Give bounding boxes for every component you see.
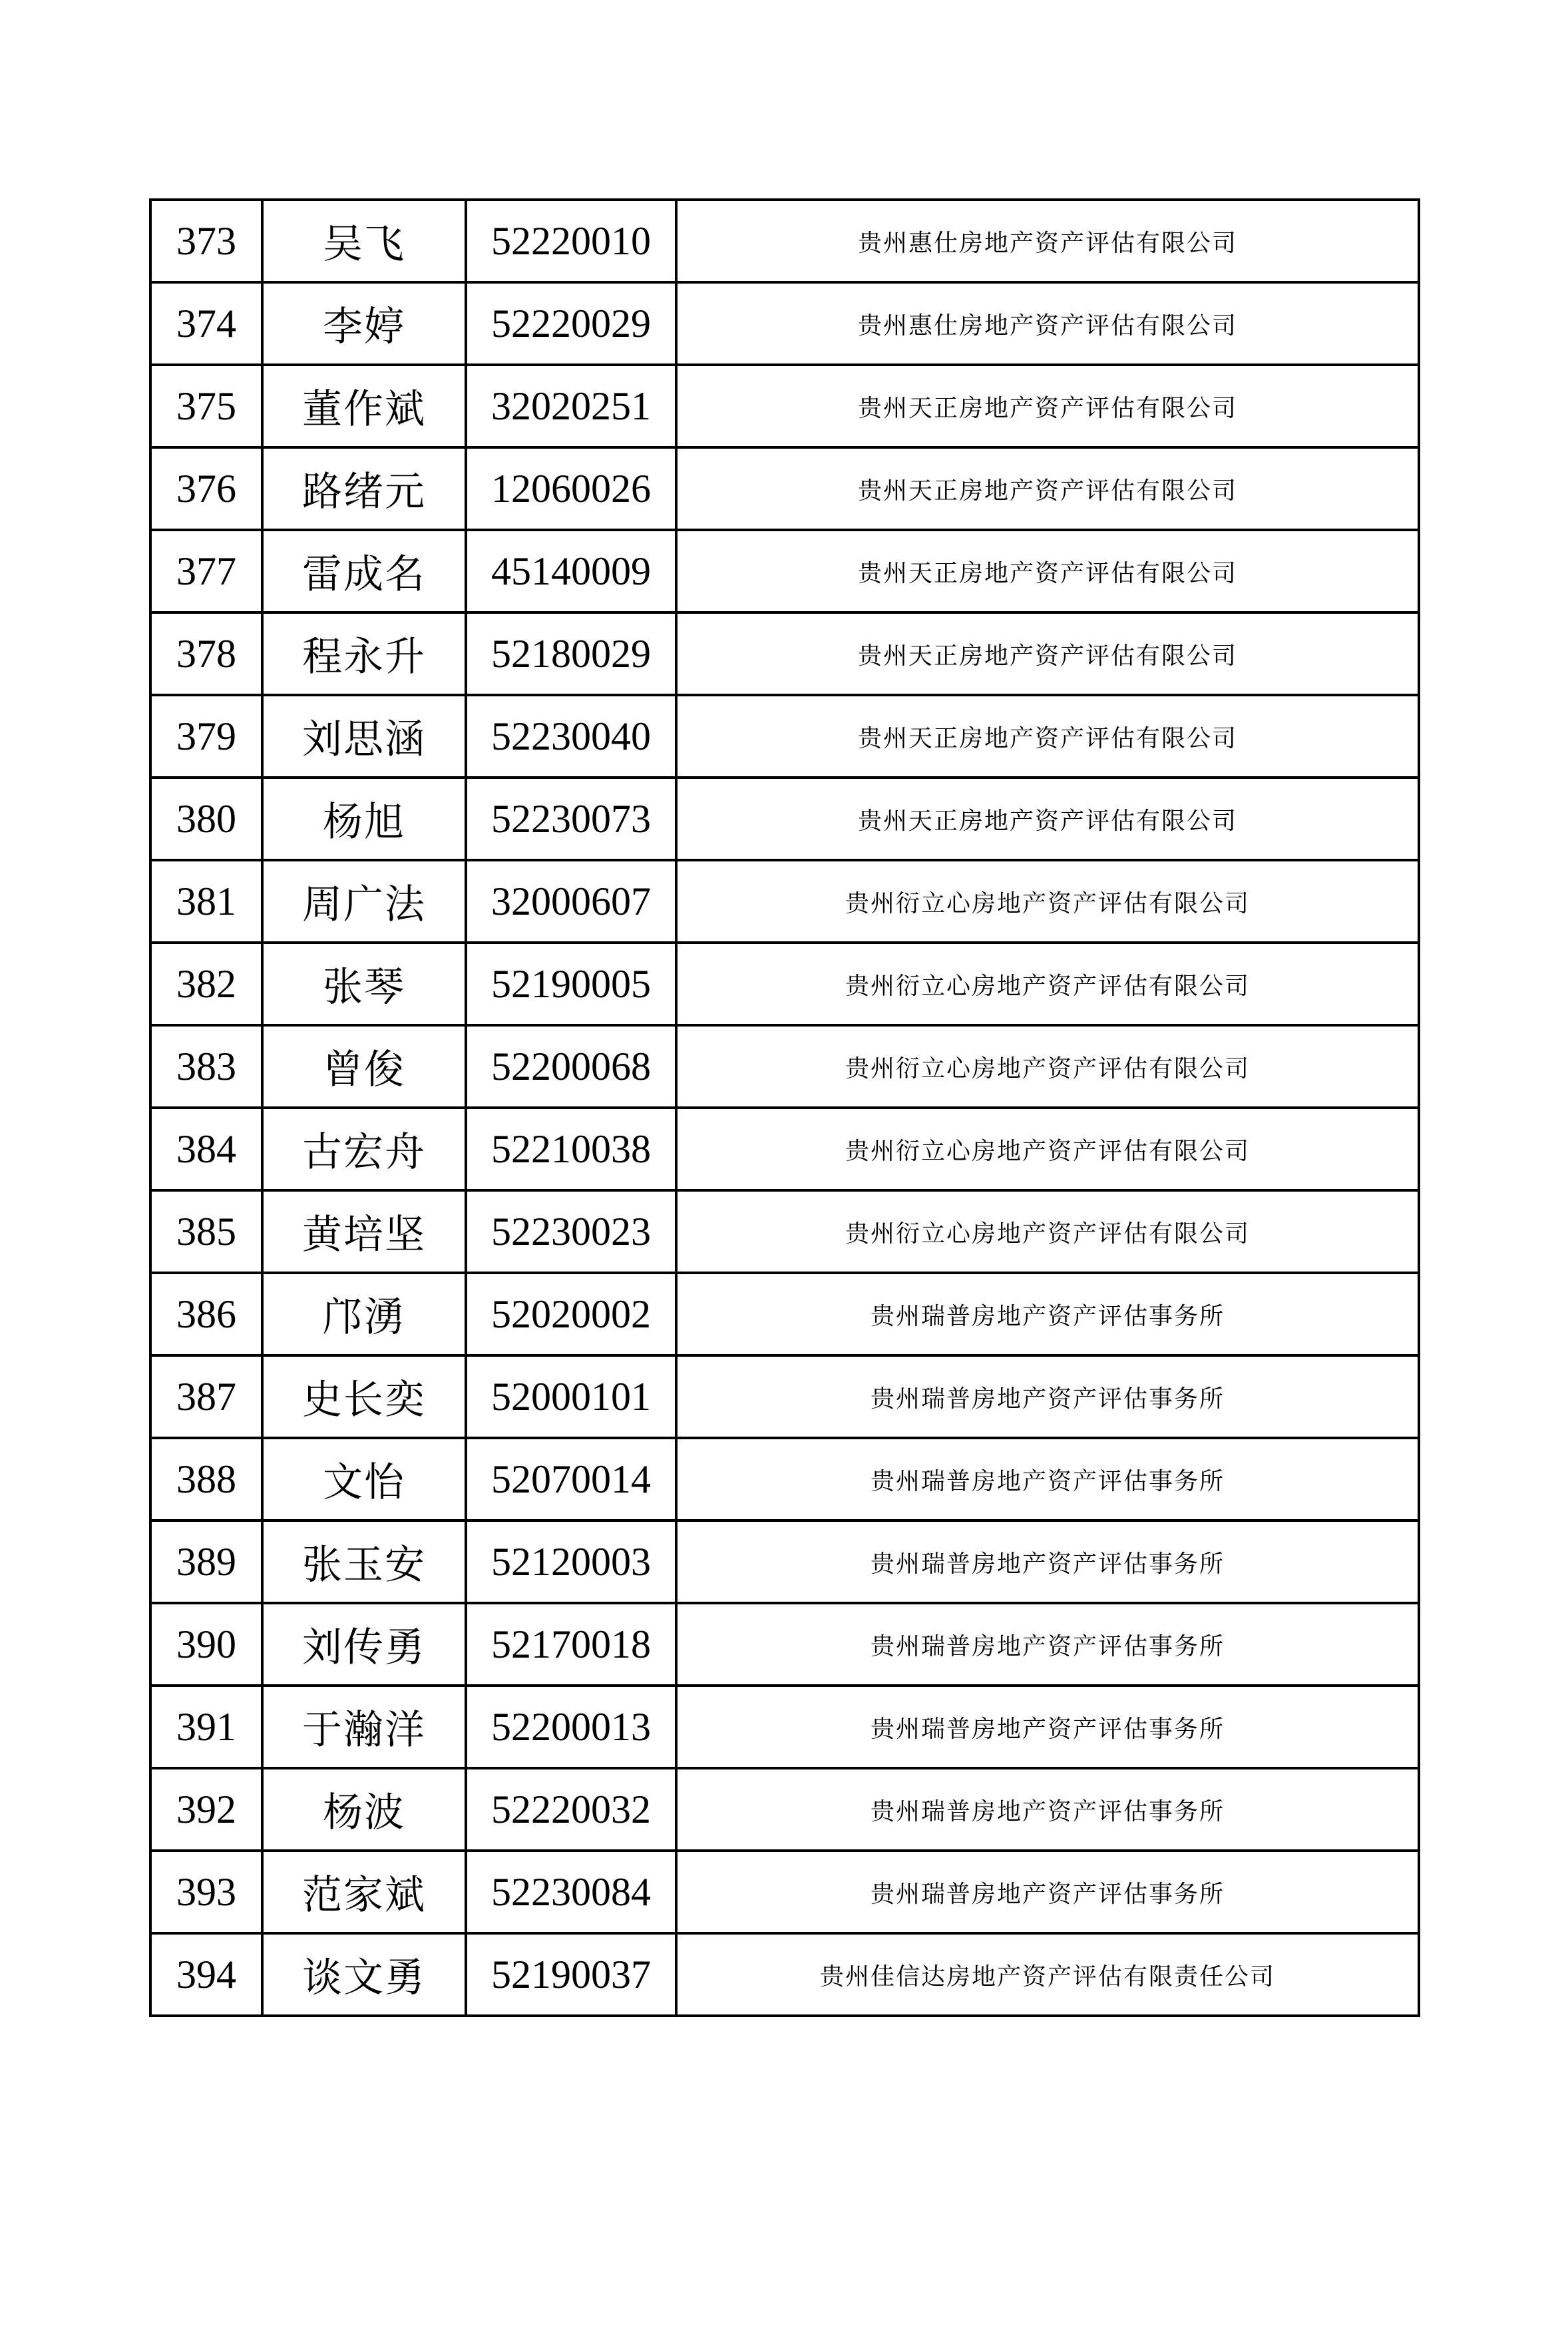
registration-number-cell: 32020251 — [466, 365, 676, 447]
table-row — [150, 200, 1419, 282]
table-row — [150, 1108, 1419, 1190]
appraiser-name-cell: 古宏舟 — [262, 1108, 466, 1190]
registration-number-cell: 52190037 — [466, 1933, 676, 2016]
row-number-cell: 389 — [150, 1520, 262, 1603]
table-row — [150, 365, 1419, 447]
organization-name-cell: 贵州衍立心房地产资产评估有限公司 — [676, 1025, 1419, 1108]
organization-name-cell: 贵州惠仕房地产资产评估有限公司 — [676, 200, 1419, 282]
organization-name-cell: 贵州佳信达房地产资产评估有限责任公司 — [676, 1933, 1419, 2016]
appraiser-name-cell: 刘思涵 — [262, 695, 466, 778]
row-number-cell: 374 — [150, 282, 262, 365]
organization-name-cell: 贵州衍立心房地产资产评估有限公司 — [676, 1108, 1419, 1190]
appraiser-name-cell: 张玉安 — [262, 1520, 466, 1603]
organization-name-cell: 贵州天正房地产资产评估有限公司 — [676, 778, 1419, 860]
row-number-cell: 379 — [150, 695, 262, 778]
row-number-cell: 375 — [150, 365, 262, 447]
organization-name-cell: 贵州天正房地产资产评估有限公司 — [676, 447, 1419, 530]
row-number-cell: 382 — [150, 943, 262, 1025]
table-row — [150, 1603, 1419, 1686]
row-number-cell: 392 — [150, 1768, 262, 1851]
organization-name-cell: 贵州瑞普房地产资产评估事务所 — [676, 1355, 1419, 1438]
row-number-cell: 388 — [150, 1438, 262, 1520]
appraiser-name-cell: 吴飞 — [262, 200, 466, 282]
row-number-cell: 384 — [150, 1108, 262, 1190]
registration-number-cell: 32000607 — [466, 860, 676, 943]
appraiser-name-cell: 杨旭 — [262, 778, 466, 860]
registration-number-cell: 52210038 — [466, 1108, 676, 1190]
registration-number-cell: 52170018 — [466, 1603, 676, 1686]
registration-number-cell: 52220010 — [466, 200, 676, 282]
table-row — [150, 1933, 1419, 2016]
row-number-cell: 387 — [150, 1355, 262, 1438]
organization-name-cell: 贵州天正房地产资产评估有限公司 — [676, 695, 1419, 778]
organization-name-cell: 贵州瑞普房地产资产评估事务所 — [676, 1603, 1419, 1686]
organization-name-cell: 贵州瑞普房地产资产评估事务所 — [676, 1273, 1419, 1355]
table-row — [150, 1851, 1419, 1933]
appraiser-name-cell: 范家斌 — [262, 1851, 466, 1933]
table-row — [150, 943, 1419, 1025]
table-row — [150, 612, 1419, 695]
table-row — [150, 1025, 1419, 1108]
appraiser-name-cell: 邝湧 — [262, 1273, 466, 1355]
row-number-cell: 394 — [150, 1933, 262, 2016]
registration-number-cell: 52200068 — [466, 1025, 676, 1108]
appraiser-name-cell: 史长奕 — [262, 1355, 466, 1438]
row-number-cell: 376 — [150, 447, 262, 530]
row-number-cell: 381 — [150, 860, 262, 943]
appraiser-name-cell: 刘传勇 — [262, 1603, 466, 1686]
row-number-cell: 385 — [150, 1190, 262, 1273]
row-number-cell: 380 — [150, 778, 262, 860]
registration-number-cell: 52220032 — [466, 1768, 676, 1851]
table-row — [150, 1190, 1419, 1273]
organization-name-cell: 贵州天正房地产资产评估有限公司 — [676, 365, 1419, 447]
organization-name-cell: 贵州瑞普房地产资产评估事务所 — [676, 1438, 1419, 1520]
registry-table-body — [150, 200, 1419, 2016]
row-number-cell: 391 — [150, 1686, 262, 1768]
registration-number-cell: 45140009 — [466, 530, 676, 612]
organization-name-cell: 贵州惠仕房地产资产评估有限公司 — [676, 282, 1419, 365]
registration-number-cell: 52020002 — [466, 1273, 676, 1355]
registration-number-cell: 52180029 — [466, 612, 676, 695]
organization-name-cell: 贵州天正房地产资产评估有限公司 — [676, 530, 1419, 612]
organization-name-cell: 贵州瑞普房地产资产评估事务所 — [676, 1520, 1419, 1603]
organization-name-cell: 贵州瑞普房地产资产评估事务所 — [676, 1686, 1419, 1768]
registration-number-cell: 52230084 — [466, 1851, 676, 1933]
registration-number-cell: 12060026 — [466, 447, 676, 530]
appraiser-name-cell: 谈文勇 — [262, 1933, 466, 2016]
table-row — [150, 530, 1419, 612]
appraiser-name-cell: 周广法 — [262, 860, 466, 943]
row-number-cell: 373 — [150, 200, 262, 282]
registration-number-cell: 52000101 — [466, 1355, 676, 1438]
table-row — [150, 282, 1419, 365]
appraiser-name-cell: 曾俊 — [262, 1025, 466, 1108]
appraiser-name-cell: 雷成名 — [262, 530, 466, 612]
registration-number-cell: 52230040 — [466, 695, 676, 778]
appraiser-name-cell: 于瀚洋 — [262, 1686, 466, 1768]
registration-number-cell: 52190005 — [466, 943, 676, 1025]
organization-name-cell: 贵州天正房地产资产评估有限公司 — [676, 612, 1419, 695]
organization-name-cell: 贵州瑞普房地产资产评估事务所 — [676, 1768, 1419, 1851]
row-number-cell: 386 — [150, 1273, 262, 1355]
registration-number-cell: 52230073 — [466, 778, 676, 860]
registration-number-cell: 52070014 — [466, 1438, 676, 1520]
registration-number-cell: 52200013 — [466, 1686, 676, 1768]
table-row — [150, 1273, 1419, 1355]
organization-name-cell: 贵州瑞普房地产资产评估事务所 — [676, 1851, 1419, 1933]
table-row — [150, 778, 1419, 860]
organization-name-cell: 贵州衍立心房地产资产评估有限公司 — [676, 860, 1419, 943]
organization-name-cell: 贵州衍立心房地产资产评估有限公司 — [676, 1190, 1419, 1273]
appraiser-name-cell: 黄培坚 — [262, 1190, 466, 1273]
appraiser-name-cell: 董作斌 — [262, 365, 466, 447]
appraiser-name-cell: 李婷 — [262, 282, 466, 365]
row-number-cell: 378 — [150, 612, 262, 695]
registration-number-cell: 52120003 — [466, 1520, 676, 1603]
table-row — [150, 1520, 1419, 1603]
registration-number-cell: 52230023 — [466, 1190, 676, 1273]
appraiser-name-cell: 路绪元 — [262, 447, 466, 530]
table-row — [150, 695, 1419, 778]
appraiser-name-cell: 文怡 — [262, 1438, 466, 1520]
table-row — [150, 1768, 1419, 1851]
appraiser-name-cell: 程永升 — [262, 612, 466, 695]
appraiser-name-cell: 杨波 — [262, 1768, 466, 1851]
table-row — [150, 860, 1419, 943]
appraiser-registry-table — [149, 198, 1420, 2017]
organization-name-cell: 贵州衍立心房地产资产评估有限公司 — [676, 943, 1419, 1025]
table-row — [150, 1438, 1419, 1520]
row-number-cell: 383 — [150, 1025, 262, 1108]
row-number-cell: 393 — [150, 1851, 262, 1933]
appraiser-name-cell: 张琴 — [262, 943, 466, 1025]
row-number-cell: 390 — [150, 1603, 262, 1686]
row-number-cell: 377 — [150, 530, 262, 612]
registration-number-cell: 52220029 — [466, 282, 676, 365]
table-row — [150, 1355, 1419, 1438]
table-row — [150, 447, 1419, 530]
table-row — [150, 1686, 1419, 1768]
